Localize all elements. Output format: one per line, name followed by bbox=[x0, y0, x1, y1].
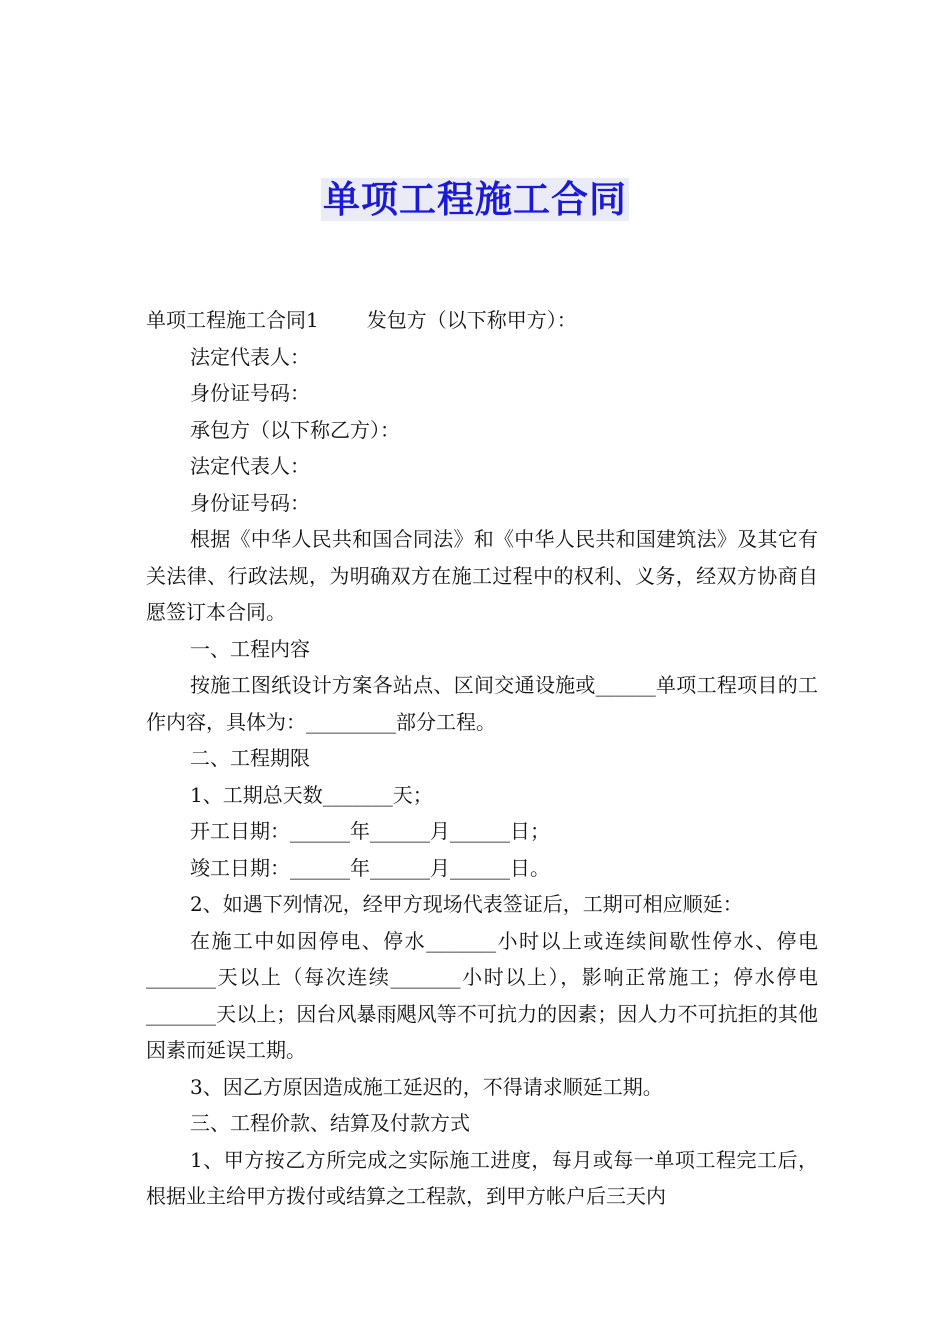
paragraph: 法定代表人： bbox=[190, 344, 310, 369]
paragraph: 1、甲方按乙方所完成之实际施工进度，每月或每一单项工程完工后，根据业主给甲方拨付或结算之工程款，到甲方帐户后三天内 bbox=[146, 1147, 818, 1208]
paragraph: 承包方（以下称乙方）： bbox=[190, 417, 400, 442]
paragraph: 法定代表人： bbox=[190, 454, 310, 478]
paragraph: 在施工中如因停电、停水_______小时以上或连续间歇性停水、停电_______天以上（每次连续_______小时以上），影响正常施工；停水停电_______天以上；因台风暴雨飓风等不可抗力的因素；因人力不可抗拒的其他因素而延误工期。 bbox=[146, 928, 818, 1062]
paragraph: 按施工图纸设计方案各站点、区间交通设施或______单项工程项目的工作内容，具体为：_________部分工程。 bbox=[146, 673, 818, 734]
section-heading: 二、工程期限 bbox=[190, 746, 310, 770]
paragraph: 开工日期：______年______月______日； bbox=[190, 819, 550, 843]
paragraph: 身份证号码： bbox=[190, 490, 310, 515]
paragraph: 3、因乙方原因造成施工延迟的，不得请求顺延工期。 bbox=[190, 1074, 663, 1099]
contract-number-text: 单项工程施工合同1 bbox=[146, 308, 319, 332]
document-title bbox=[0, 176, 950, 224]
document-body bbox=[146, 302, 818, 1215]
section-heading: 三、工程价款、结算及付款方式 bbox=[190, 1111, 470, 1135]
paragraph: 1、工期总天数_______天； bbox=[190, 782, 433, 807]
party-a-label: 发包方（以下称甲方）： bbox=[366, 308, 577, 332]
paragraph: 2、如遇下列情况，经甲方现场代表签证后，工期可相应顺延： bbox=[190, 892, 743, 916]
document-title-text: 单项工程施工合同 bbox=[323, 178, 627, 221]
section-heading: 一、工程内容 bbox=[190, 636, 310, 661]
paragraph: 身份证号码： bbox=[190, 381, 310, 405]
paragraph: 竣工日期：______年______月______日。 bbox=[190, 855, 550, 880]
paragraph-heading-line bbox=[146, 302, 818, 339]
paragraph: 根据《中华人民共和国合同法》和《中华人民共和国建筑法》及其它有关法律、行政法规，为明确双方在施工过程中的权利、义务，经双方协商自愿签订本合同。 bbox=[146, 527, 818, 624]
